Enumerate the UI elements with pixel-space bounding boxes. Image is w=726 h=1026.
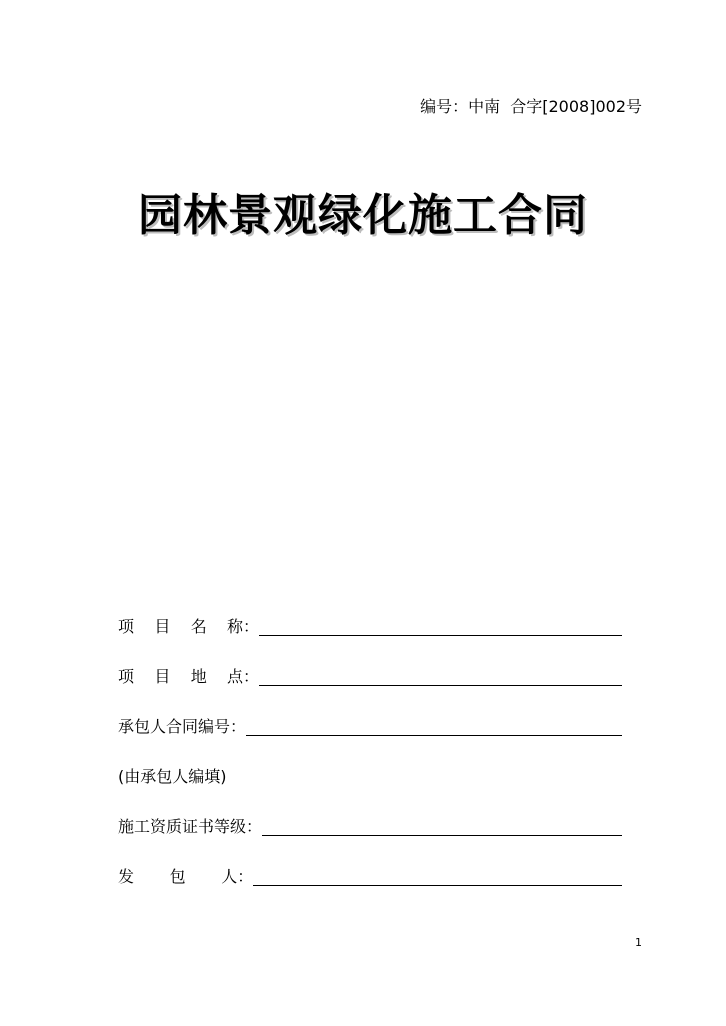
field-label: 发 包 人：	[118, 867, 254, 886]
field-label: 施工资质证书等级：	[118, 817, 263, 836]
field-note: (由承包人编填)	[118, 767, 227, 786]
field-employer	[118, 864, 622, 888]
field-contractor-contract-no	[118, 714, 622, 738]
document-title: 园林景观绿化施工合同	[138, 190, 588, 241]
field-label: 承包人合同编号：	[118, 717, 247, 736]
contract-number: 编号：中南 合字[2008]002号	[420, 97, 642, 116]
field-label: 项 目 名 称：	[118, 617, 260, 636]
page-number: 1	[635, 936, 642, 949]
fill-in-line[interactable]	[262, 834, 622, 836]
fill-in-line[interactable]	[246, 734, 622, 736]
field-project-name	[118, 614, 622, 638]
fill-in-line[interactable]	[259, 684, 622, 686]
fill-in-line[interactable]	[253, 884, 622, 886]
fill-in-line[interactable]	[259, 634, 622, 636]
field-qualification-level	[118, 814, 622, 838]
field-label: 项 目 地 点：	[118, 667, 260, 686]
field-project-location	[118, 664, 622, 688]
